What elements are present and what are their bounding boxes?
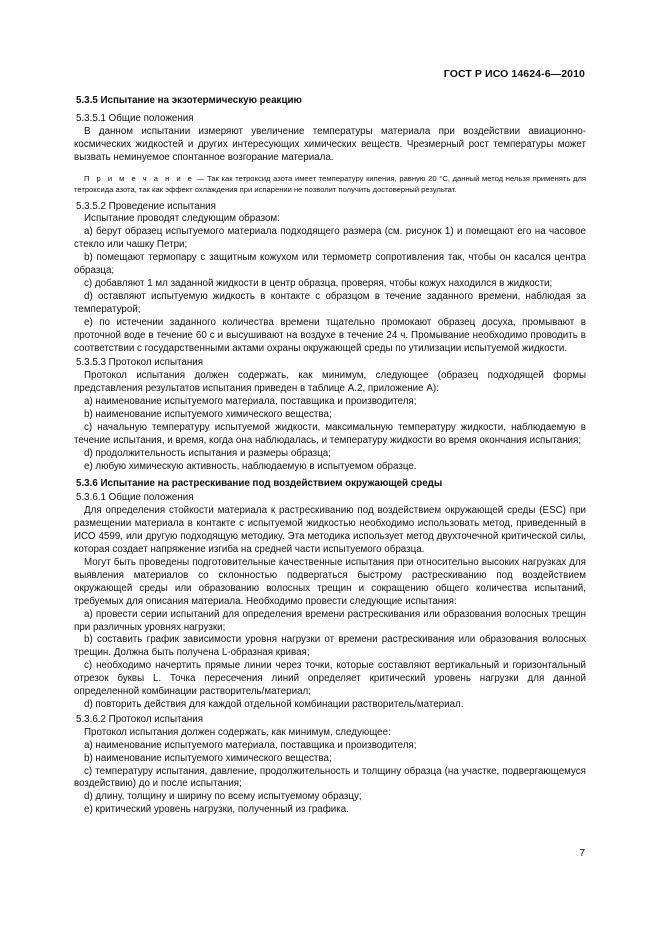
subsection-heading-5-3-6-2: 5.3.6.2 Протокол испытания — [76, 713, 204, 725]
list-item: а) наименование испытуемого материала, поставщика и производителя; — [84, 396, 417, 408]
document-code: ГОСТ Р ИСО 14624-6—2010 — [443, 68, 585, 80]
section-heading-5-3-6: 5.3.6 Испытание на растрескивание под воздействием окружающей среды — [76, 477, 443, 489]
list-item: b) наименование испытуемого химического вещества; — [84, 752, 332, 764]
list-item: d) длину, толщину и ширину по всему испытуемому образцу; — [84, 791, 362, 803]
list-item: d) продолжительность испытания и размеры образца; — [84, 447, 331, 459]
paragraph: Протокол испытания должен содержать, как минимум, следующее (образец подходящей формы представления результатов испытания приведен в таблице А.2, приложение А): — [74, 370, 586, 395]
list-item: e) любую химическую активность, наблюдаемую в испытуемом образце. — [84, 460, 417, 472]
list-item: c) начальную температуру испытуемой жидкости, максимальную температуру жидкости, наблюдаемую в течение испытания, и время, когда она наблюдалась, и температуру жидкости во время окончания испытания; — [74, 421, 586, 446]
section-heading-5-3-5: 5.3.5 Испытание на экзотермическую реакцию — [76, 95, 302, 106]
note-text: — Так как тетроксид азота имеет температуру кипения, равную 20 °С, данный метод нельзя применять для тетроксида азота, так как эффект охлаждения при испарении не позволит получить достоверный результат. — [74, 173, 586, 194]
list-item: а) провести серии испытаний для определения времени растрескивания или образования волосных трещин при различных уровнях нагрузки; — [74, 608, 586, 633]
subsection-heading-5-3-5-2: 5.3.5.2 Проведение испытания — [76, 200, 216, 212]
page-number: 7 — [579, 848, 585, 859]
list-item: b) помещают термопару с защитным кожухом или термометр сопротивления так, чтобы он касался центра образца; — [74, 252, 586, 277]
list-item: b) составить график зависимости уровня нагрузки от времени растрескивания или образования волосных трещин. Должна быть получена L-образная кривая; — [74, 634, 586, 659]
note — [74, 173, 586, 195]
list-item: e) по истечении заданного количества времени тщательно промокают образец досуха, промывают в проточной воде в течение 60 с и высушивают на воздухе в течение 24 ч. Промывание необходимо проводить в соответствии с государственными актами охраны окружающей среды по утилизации испытуемой жидкости. — [74, 316, 586, 354]
list-item: b) наименование испытуемого химического вещества; — [84, 409, 332, 421]
list-item: c) необходимо начертить прямые линии через точки, которые составляют вертикальный и горизонтальный отрезок буквы L. Точка пересечения линий определяет критический уровень нагрузки для данной определенной комбинации растворитель/материал; — [74, 660, 586, 698]
list-item: d) оставляют испытуемую жидкость в контакте с образцом в течение заданного времени, наблюдая за температурой; — [74, 290, 586, 315]
subsection-heading-5-3-6-1: 5.3.6.1 Общие положения — [76, 492, 194, 504]
page-body — [74, 95, 586, 817]
paragraph: Испытание проводят следующим образом: — [84, 213, 280, 225]
subsection-heading-5-3-5-1: 5.3.5.1 Общие положения — [76, 112, 194, 124]
list-item: а) наименование испытуемого материала, поставщика и производителя; — [84, 739, 417, 751]
list-item: e) критический уровень нагрузки, полученный из графика. — [84, 804, 349, 816]
note-label: П р и м е ч а н и е — [84, 173, 195, 183]
list-item: c) добавляют 1 мл заданной жидкости в центр образца, проверяя, чтобы кожух находился в жидкости; — [84, 277, 553, 289]
paragraph: В данном испытании измеряют увеличение температуры материала при воздействии авиационно-космических жидкостей и других интересующих химических веществ. Чрезмерный рост температуры может вызвать неминуемое спонтанное возгорание материала. — [74, 125, 586, 163]
list-item: d) повторить действия для каждой отдельной комбинации растворитель/материал. — [84, 698, 464, 710]
paragraph: Для определения стойкости материала к растрескиванию под воздействием окружающей среды (ESC) при размещении материала в контакте с испытуемой жидкостью необходимо использовать метод, приведенный в ИСО 4599, или другую подходящую методику. Эта методика использует метод двухточечной критической силы, которая создает напряжение изгиба на средней части испытуемого образца. — [74, 505, 586, 556]
list-item: c) температуру испытания, давление, продолжительность и толщину образца (на участке, подвергающемуся воздействию) до и после испытания; — [74, 765, 586, 790]
paragraph: Могут быть проведены подготовительные качественные испытания при относительно высоких нагрузках для выявления материалов со склонностью подвергаться быстрому растрескиванию под воздействием окружающей среды или образованию волосных трещин и сокращению общего количества испытаний, требуемых для описания материала. Необходимо провести следующие испытания: — [74, 557, 586, 607]
subsection-heading-5-3-5-3: 5.3.5.3 Протокол испытания — [76, 357, 204, 369]
paragraph: Протокол испытания должен содержать, как минимум, следующее: — [84, 726, 391, 738]
list-item: а) берут образец испытуемого материала подходящего размера (см. рисунок 1) и помещают его на часовое стекло или чашку Петри; — [74, 226, 586, 251]
